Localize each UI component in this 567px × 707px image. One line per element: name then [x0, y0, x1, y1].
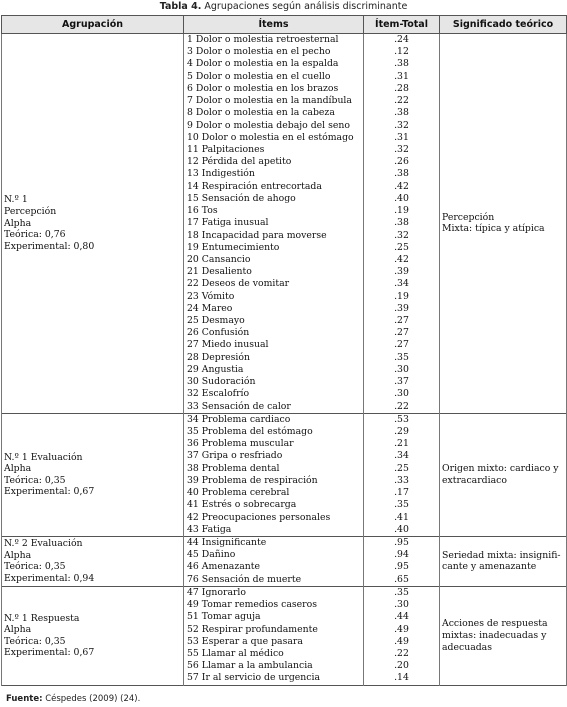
item-total-value: .25: [394, 462, 409, 474]
agrupacion-line: Alpha: [4, 463, 32, 475]
table-row: [2, 536, 567, 586]
item-total-value: .39: [394, 266, 409, 278]
item-label: 40 Problema cerebral: [187, 487, 290, 499]
agrupacion-line: Alpha: [4, 217, 32, 229]
item-total-value: .25: [394, 241, 409, 253]
item-label: 6 Dolor o molestia en los brazos: [187, 82, 339, 94]
significado-line: adecuadas: [442, 641, 492, 653]
item-label: 57 Ir al servicio de urgencia: [187, 672, 321, 684]
item-label: 49 Tomar remedios caseros: [187, 599, 317, 611]
significado-line: Seriedad mixta: insignifi-: [442, 549, 561, 561]
item-label: 28 Depresión: [187, 351, 250, 363]
item-label: 37 Gripa o resfriado: [187, 450, 283, 462]
item-total-value: .30: [394, 363, 409, 375]
header-items: Ítems: [184, 16, 364, 34]
item-label: 33 Sensación de calor: [187, 400, 291, 412]
significado-line: extracardiaco: [442, 474, 507, 486]
item-label: 42 Preocupaciones personales: [187, 511, 331, 523]
item-label: 41 Estrés o sobrecarga: [187, 499, 297, 511]
item-total-value: .38: [394, 217, 409, 229]
item-label: 46 Amenazante: [187, 561, 261, 573]
agrupacion-cell: [2, 536, 184, 586]
group-section: [2, 34, 567, 414]
item-total-cell: [364, 586, 440, 685]
item-label: 7 Dolor o molestia en la mandíbula: [187, 95, 352, 107]
source-label: Fuente:: [6, 694, 43, 704]
item-total-value: .40: [394, 523, 409, 535]
item-total-value: .27: [394, 339, 409, 351]
item-total-value: .32: [394, 119, 409, 131]
item-label: 21 Desaliento: [187, 266, 252, 278]
item-label: 38 Problema dental: [187, 462, 280, 474]
item-label: 24 Mareo: [187, 302, 233, 314]
items-cell: [184, 413, 364, 536]
item-total-value: .24: [394, 34, 409, 45]
items-cell: [184, 586, 364, 685]
item-total-value: .35: [394, 499, 409, 511]
item-label: 44 Insignificante: [187, 536, 267, 548]
item-label: 8 Dolor o molestia en la cabeza: [187, 107, 335, 119]
significado-line: Mixta: típica y atípica: [442, 223, 545, 235]
item-label: 1 Dolor o molestia retroesternal: [187, 34, 339, 45]
item-total-value: .19: [394, 205, 409, 217]
agrupacion-line: Experimental: 0,94: [4, 573, 95, 584]
significado-line: mixtas: inadecuadas y: [442, 629, 547, 641]
item-label: 19 Entumecimiento: [187, 241, 280, 253]
item-label: 39 Problema de respiración: [187, 474, 318, 486]
item-total-value: .22: [394, 400, 409, 412]
item-label: 15 Sensación de ahogo: [187, 192, 296, 204]
item-label: 23 Vómito: [187, 290, 235, 302]
grouping-table: [1, 15, 567, 686]
item-total-value: .38: [394, 58, 409, 70]
item-total-value: .39: [394, 302, 409, 314]
item-total-value: .40: [394, 192, 409, 204]
agrupacion-line: N.º 1: [4, 194, 28, 206]
item-total-value: .19: [394, 290, 409, 302]
significado-cell: [440, 586, 567, 685]
item-label: 20 Cansancio: [187, 253, 251, 265]
item-total-value: .12: [394, 46, 409, 58]
item-label: 53 Esperar a que pasara: [187, 635, 303, 647]
item-total-value: .42: [394, 253, 409, 265]
item-total-value: .35: [394, 351, 409, 363]
item-label: 25 Desmayo: [187, 315, 245, 327]
agrupacion-cell: [2, 34, 184, 414]
item-label: 27 Miedo inusual: [187, 339, 269, 351]
item-total-value: .28: [394, 82, 409, 94]
item-label: 16 Tos: [187, 205, 218, 217]
item-label: 55 Llamar al médico: [187, 647, 284, 659]
significado-cell: [440, 34, 567, 414]
item-total-value: .53: [394, 413, 409, 425]
item-label: 4 Dolor o molestia en la espalda: [187, 58, 339, 70]
item-label: 17 Fatiga inusual: [187, 217, 269, 229]
table-row: [2, 586, 567, 685]
item-label: 52 Respirar profundamente: [187, 623, 318, 635]
item-total-value: .26: [394, 156, 409, 168]
items-cell: [184, 536, 364, 586]
item-total-value: .33: [394, 474, 409, 486]
item-total-value: .95: [394, 561, 409, 573]
item-total-value: .44: [394, 611, 409, 623]
item-label: 51 Tomar aguja: [187, 611, 261, 623]
item-label: 30 Sudoración: [187, 376, 256, 388]
header-significado: Significado teórico: [440, 16, 567, 34]
item-total-value: .38: [394, 168, 409, 180]
item-total-value: .34: [394, 278, 409, 290]
item-total-value: .22: [394, 95, 409, 107]
table-row: [2, 34, 567, 414]
item-label: 43 Fatiga: [187, 523, 232, 535]
agrupacion-cell: [2, 413, 184, 536]
item-total-value: .34: [394, 450, 409, 462]
agrupacion-line: Experimental: 0,67: [4, 486, 95, 498]
agrupacion-line: N.º 2 Evaluación: [4, 538, 83, 550]
item-total-value: .31: [394, 131, 409, 143]
agrupacion-line: Alpha: [4, 549, 32, 561]
item-label: 47 Ignorarlo: [187, 586, 246, 598]
item-total-value: .32: [394, 229, 409, 241]
item-label: 5 Dolor o molestia en el cuello: [187, 70, 331, 82]
item-label: 13 Indigestión: [187, 168, 255, 180]
table-caption: [0, 0, 567, 13]
item-total-value: .49: [394, 623, 409, 635]
item-total-value: .42: [394, 180, 409, 192]
item-total-value: .49: [394, 635, 409, 647]
header-item-total: Ítem-Total: [364, 16, 440, 34]
item-total-value: .35: [394, 586, 409, 598]
item-total-value: .65: [394, 573, 409, 585]
item-total-value: .94: [394, 549, 409, 561]
item-label: 9 Dolor o molestia debajo del seno: [187, 119, 350, 131]
item-label: 32 Escalofrío: [187, 388, 250, 400]
item-label: 34 Problema cardiaco: [187, 413, 291, 425]
item-total-value: .14: [394, 672, 409, 684]
item-total-value: .22: [394, 647, 409, 659]
agrupacion-line: Teórica: 0,35: [4, 474, 66, 486]
item-label: 45 Dañino: [187, 549, 236, 561]
item-total-value: .31: [394, 70, 409, 82]
item-total-value: .30: [394, 388, 409, 400]
caption-text: Agrupaciones según análisis discriminante: [204, 1, 408, 12]
item-total-value: .32: [394, 143, 409, 155]
item-label: 10 Dolor o molestia en el estómago: [187, 131, 354, 143]
header-agrupacion: Agrupación: [2, 16, 184, 34]
item-label: 29 Angustia: [187, 363, 244, 375]
item-label: 22 Deseos de vomitar: [187, 278, 290, 290]
agrupacion-line: Alpha: [4, 624, 32, 636]
significado-line: Acciones de respuesta: [442, 618, 548, 630]
item-total-cell: [364, 34, 440, 414]
item-label: 36 Problema muscular: [187, 438, 294, 450]
agrupacion-line: Teórica: 0,35: [4, 561, 66, 573]
item-total-value: .21: [394, 438, 409, 450]
group-section: [2, 413, 567, 536]
item-total-cell: [364, 413, 440, 536]
item-total-value: .29: [394, 426, 409, 437]
agrupacion-cell: [2, 586, 184, 685]
significado-line: Percepción: [442, 211, 495, 223]
item-total-value: .20: [394, 660, 409, 672]
item-total-value: .17: [394, 487, 409, 499]
item-total-value: .95: [394, 536, 409, 548]
agrupacion-line: Experimental: 0,80: [4, 240, 95, 252]
item-total-cell: [364, 536, 440, 586]
agrupacion-line: N.º 1 Evaluación: [4, 451, 83, 463]
significado-line: Origen mixto: cardiaco y: [442, 463, 559, 475]
agrupacion-line: N.º 1 Respuesta: [4, 612, 80, 624]
item-total-value: .27: [394, 327, 409, 339]
item-label: 26 Confusión: [187, 327, 250, 339]
item-label: 76 Sensación de muerte: [187, 573, 302, 585]
item-total-value: .38: [394, 107, 409, 119]
item-label: 3 Dolor o molestia en el pecho: [187, 46, 331, 58]
table-row: [2, 413, 567, 536]
caption-label: Tabla 4.: [159, 1, 202, 12]
significado-cell: [440, 536, 567, 586]
item-label: 35 Problema del estómago: [187, 426, 313, 437]
item-label: 18 Incapacidad para moverse: [187, 229, 327, 241]
significado-line: cante y amenazante: [442, 561, 537, 573]
item-total-value: .30: [394, 599, 409, 611]
agrupacion-line: Percepción: [4, 206, 57, 217]
table-source: [6, 694, 140, 704]
group-section: [2, 586, 567, 685]
item-label: 11 Palpitaciones: [187, 143, 265, 155]
significado-cell: [440, 413, 567, 536]
item-label: 56 Llamar a la ambulancia: [187, 660, 313, 672]
item-label: 14 Respiración entrecortada: [187, 180, 322, 192]
item-total-value: .37: [394, 376, 409, 388]
item-total-value: .41: [394, 511, 409, 523]
agrupacion-line: Experimental: 0,67: [4, 647, 95, 659]
items-cell: [184, 34, 364, 414]
table-header-row: [2, 16, 567, 34]
agrupacion-line: Teórica: 0,35: [4, 635, 66, 647]
item-label: 12 Pérdida del apetito: [187, 156, 292, 168]
source-text: Céspedes (2009) (24).: [45, 694, 141, 704]
agrupacion-line: Teórica: 0,76: [4, 229, 66, 241]
group-section: [2, 536, 567, 586]
item-total-value: .27: [394, 315, 409, 327]
